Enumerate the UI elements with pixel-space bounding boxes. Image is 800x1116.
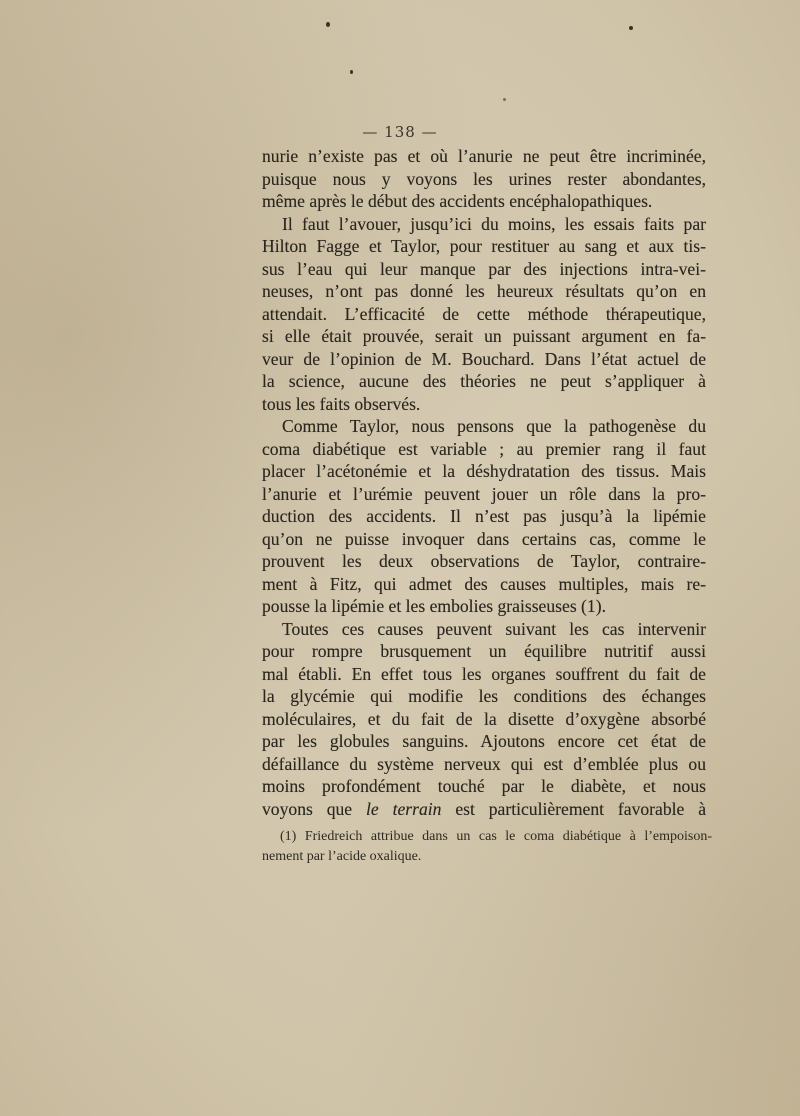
text-line: même après le début des accidents encéphalopathiques. xyxy=(262,191,653,211)
text-line: la science, aucune des théories ne peut s’appliquer à xyxy=(262,371,706,391)
text-line: défaillance du système nerveux qui est d’emblée plus ou xyxy=(262,753,706,774)
ink-speck xyxy=(503,98,506,101)
text-line: Toutes ces causes peuvent suivant les cas intervenir xyxy=(282,618,706,639)
text-line: Hilton Fagge et Taylor, pour restituer au sang et aux tis- xyxy=(262,236,706,256)
text-line: sus l’eau qui leur manque par des injections intra-vei- xyxy=(262,258,706,279)
ink-speck xyxy=(350,70,353,74)
text-line: nurie n’existe pas et où l’anurie ne peut être incriminée, xyxy=(262,146,706,166)
text-line: duction des accidents. Il n’est pas jusqu’à la lipémie xyxy=(262,506,706,526)
text-line: moins profondément touché par le diabète, et nous xyxy=(262,776,706,796)
footnote-line: nement par l’acide oxalique. xyxy=(262,849,422,864)
text-line: attendait. L’efficacité de cette méthode thérapeutique, xyxy=(262,303,706,324)
ink-speck xyxy=(326,22,330,27)
text-line: neuses, n’ont pas donné les heureux résultats qu’on en xyxy=(262,281,706,301)
text-fragment: voyons que xyxy=(262,798,366,819)
text-line: puisque nous y voyons les urines rester abondantes, xyxy=(262,168,706,189)
text-line: prouvent les deux observations de Taylor, contraire- xyxy=(262,551,706,571)
text-line: placer l’acétonémie et la déshydratation des tissus. Mais xyxy=(262,461,706,481)
text-line: pour rompre brusquement un équilibre nutritif aussi xyxy=(262,641,706,661)
footnote xyxy=(262,827,712,867)
text-line: par les globules sanguins. Ajoutons encore cet état de xyxy=(262,731,706,751)
text-line: la glycémie qui modifie les conditions des échanges xyxy=(262,686,706,706)
ink-speck xyxy=(629,26,633,30)
footnote-line: (1) Friedreich attribue dans un cas le coma diabétique à l’empoison- xyxy=(280,829,712,844)
text-line: qu’on ne puisse invoquer dans certains cas, comme le xyxy=(262,528,706,549)
italic-phrase: le terrain xyxy=(366,798,442,819)
text-line: l’anurie et l’urémie peuvent jouer un rôle dans la pro- xyxy=(262,483,706,504)
text-line: mal établi. En effet tous les organes souffrent du fait de xyxy=(262,663,706,684)
page-number: — 138 — xyxy=(362,123,438,141)
text-line: pousse la lipémie et les embolies graisseuses (1). xyxy=(262,596,606,616)
text-line: moléculaires, et du fait de la disette d’oxygène absorbé xyxy=(262,708,706,729)
text-line: Comme Taylor, nous pensons que la pathogenèse du xyxy=(282,416,706,436)
text-line: coma diabétique est variable ; au premier rang il faut xyxy=(262,438,706,459)
text-line: si elle était prouvée, serait un puissant argument en fa- xyxy=(262,326,706,346)
text-fragment: est particulièrement favorable à xyxy=(441,798,707,819)
text-line: ment à Fitz, qui admet des causes multiples, mais re- xyxy=(262,573,706,594)
text-line: veur de l’opinion de M. Bouchard. Dans l’état actuel de xyxy=(262,348,706,369)
text-line: Il faut l’avouer, jusqu’ici du moins, les essais faits par xyxy=(282,213,706,234)
text-line: tous les faits observés. xyxy=(262,393,421,414)
body-text xyxy=(262,145,706,820)
text-line-last xyxy=(262,798,706,821)
